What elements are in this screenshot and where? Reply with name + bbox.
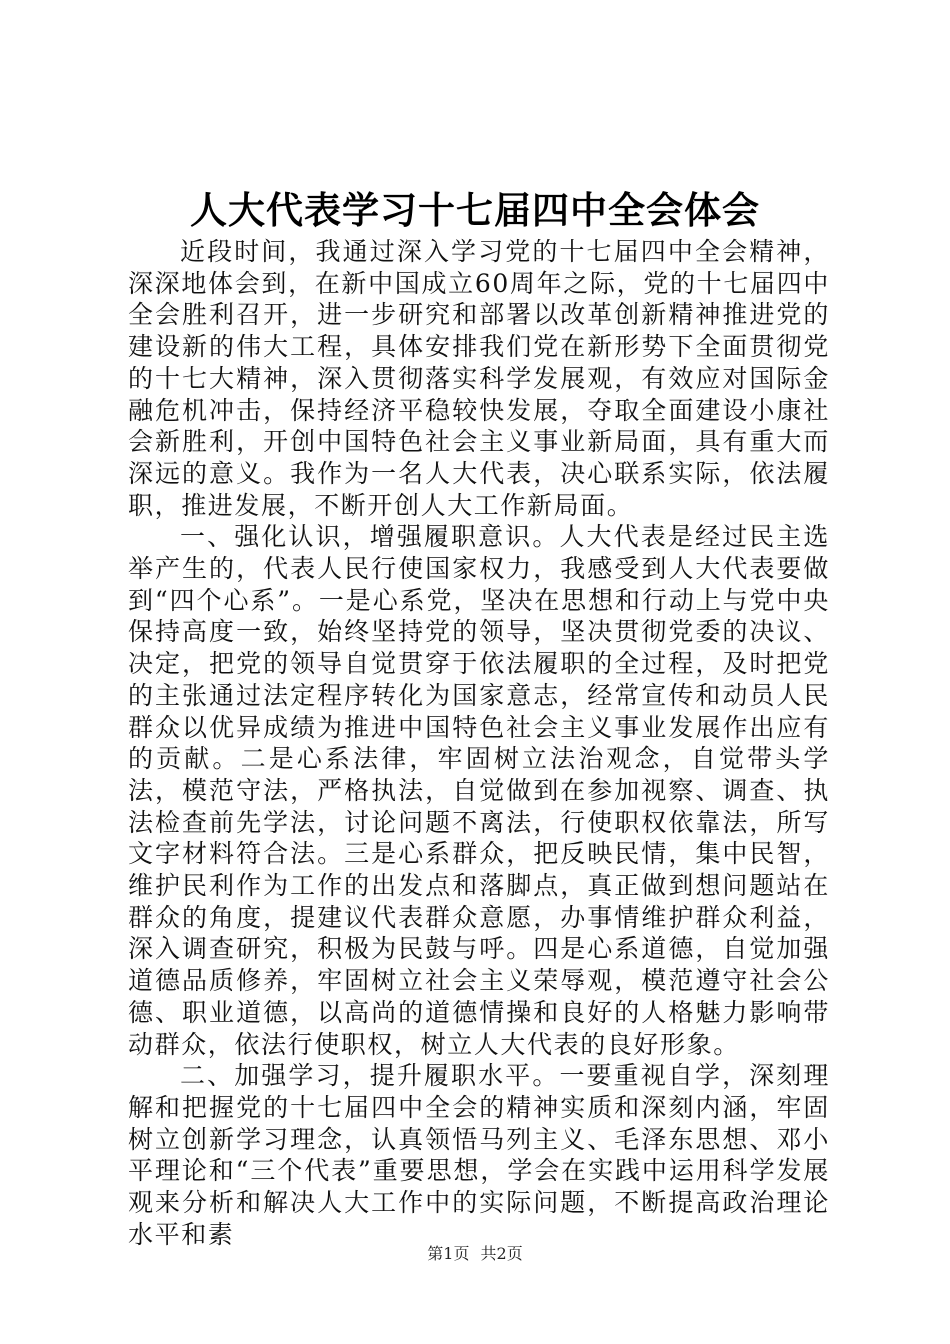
document-body [128,236,830,1251]
paragraph-section-1: 一、强化认识，增强履职意识。人大代表是经过民主选举产生的，代表人民行使国家权力，我感受到人大代表要做到“四个心系”。一是心系党，坚决在思想和行动上与党中央保持高度一致，始终坚持党的领导，坚决贯彻党委的决议、决定，把党的领导自觉贯穿于依法履职的全过程，及时把党的主张通过法定程序转化为国家意志，经常宣传和动员人民群众以优异成绩为推进中国特色社会主义事业发展作出应有的贡献。二是心系法律，牢固树立法治观念，自觉带头学法，模范守法，严格执法，自觉做到在参加视察、调查、执法检查前先学法，讨论问题不离法，行使职权依靠法，所写文字材料符合法。三是心系群众，把反映民情，集中民智，维护民利作为工作的出发点和落脚点，真正做到想问题站在群众的角度，提建议代表群众意愿，办事情维护群众利益，深入调查研究，积极为民鼓与呼。四是心系道德，自觉加强道德品质修养，牢固树立社会主义荣辱观，模范遵守社会公德、职业道德，以高尚的道德情操和良好的人格魅力影响带动群众，依法行使职权，树立人大代表的良好形象。 [128,522,830,1059]
document-title: 人大代表学习十七届四中全会体会 [190,188,760,232]
paragraph-section-2: 二、加强学习，提升履职水平。一要重视自学，深刻理解和把握党的十七届四中全会的精神实质和深刻内涵，牢固树立创新学习理念，认真领悟马列主义、毛泽东思想、邓小平理论和“三个代表”重要思想，学会在实践中运用科学发展观来分析和解决人大工作中的实际问题，不断提高政治理论水平和素 [128,1061,830,1249]
page-footer [0,1244,950,1264]
page-total: 共2页 [480,1244,523,1263]
paragraph-intro: 近段时间，我通过深入学习党的十七届四中全会精神，深深地体会到，在新中国成立60周年之际，党的十七届四中全会胜利召开，进一步研究和部署以改革创新精神推进党的建设新的伟大工程，具体安排我们党在新形势下全面贯彻党的十七大精神，深入贯彻落实科学发展观，有效应对国际金融危机冲击，保持经济平稳较快发展，夺取全面建设小康社会新胜利，开创中国特色社会主义事业新局面，具有重大而深远的意义。我作为一名人大代表，决心联系实际，依法履职，推进发展，不断开创人大工作新局面。 [128,237,830,520]
page-number: 第1页 [427,1244,470,1263]
